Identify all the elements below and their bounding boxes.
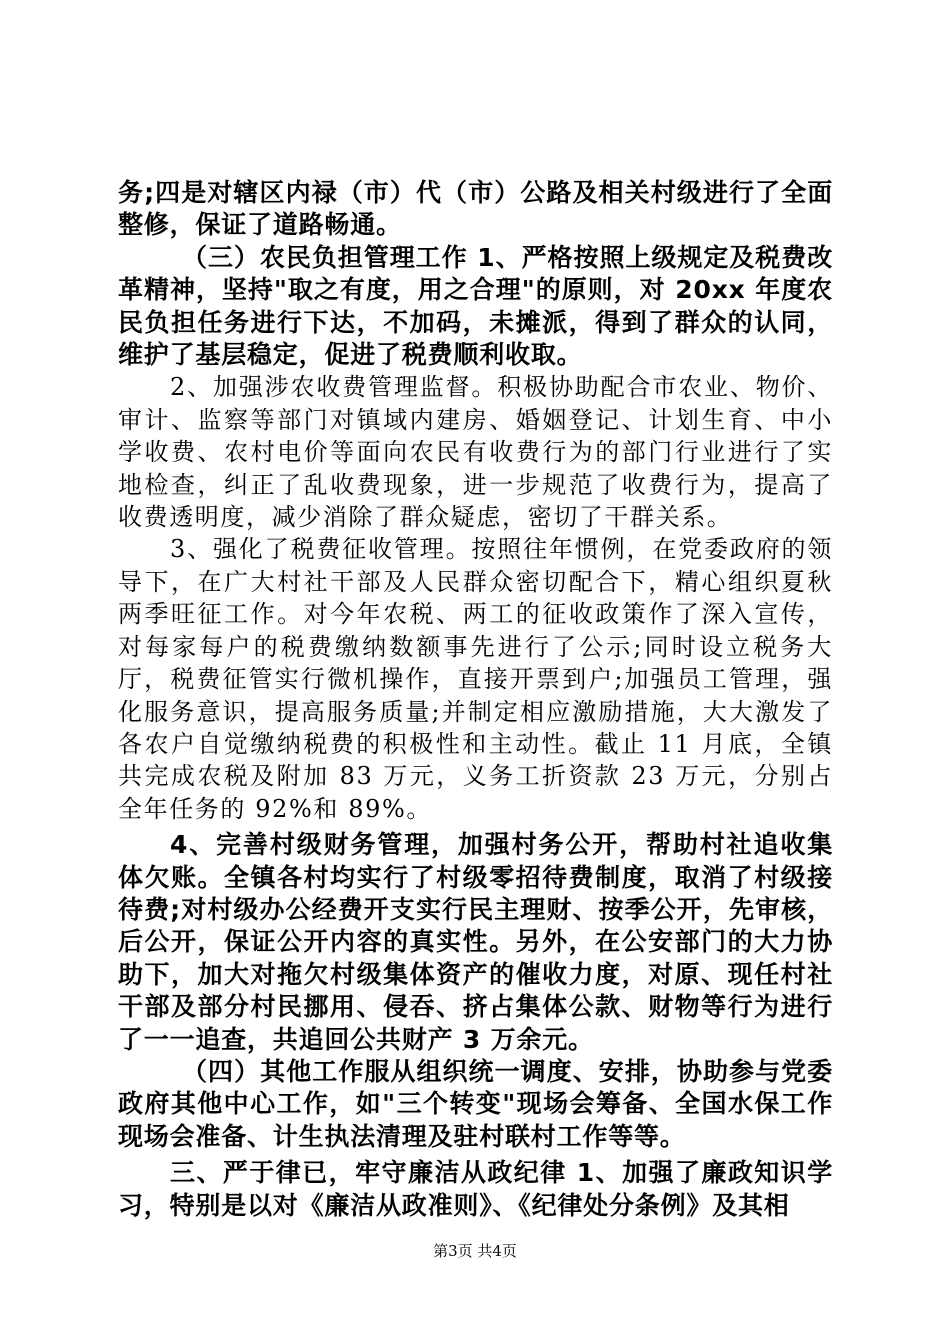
page-number-footer: 第3页 共4页 xyxy=(433,1242,517,1260)
paragraph-village-finance: 4、完善村级财务管理，加强村务公开，帮助村社追收集体欠账。全镇各村均实行了村级零招待费制度，取消了村级接待费;对村级办公经费开支实行民主理财、按季公开，先审核，后公开，保证公开内容的真实性。另外，在公安部门的大力协助下，加大对拖欠村级集体资产的催收力度，对原、现任村社干部及部分村民挪用、侵吞、挤占集体公款、财物等行为进行了一一追查，共追回公共财产 3 万余元。 xyxy=(118,830,833,1054)
paragraph-road-repair: 务;四是对辖区内禄（市）代（市）公路及相关村级进行了全面整修，保证了道路畅通。 xyxy=(118,178,833,240)
document-body xyxy=(118,177,833,1222)
paragraph-other-work: （四）其他工作服从组织统一调度、安排，协助参与党委政府其他中心工作，如"三个转变"现场会筹备、全国水保工作现场会准备、计生执法清理及驻村联村工作等等。 xyxy=(118,1056,833,1151)
paragraph-fee-supervision: 2、加强涉农收费管理监督。积极协助配合市农业、物价、审计、监察等部门对镇域内建房、婚姻登记、计划生育、中小学收费、农村电价等面向农民有收费行为的部门行业进行了实地检查，纠正了乱收费现象，进一步规范了收费行为，提高了收费透明度，减少消除了群众疑虑，密切了干群关系。 xyxy=(118,373,833,532)
paragraph-integrity: 三、严于律已，牢守廉洁从政纪律 1、加强了廉政知识学习，特别是以对《廉洁从政准则》、《纪律处分条例》及其相 xyxy=(118,1158,833,1220)
paragraph-tax-collection: 3、强化了税费征收管理。按照往年惯例，在党委政府的领导下，在广大村社干部及人民群众密切配合下，精心组织夏秋两季旺征工作。对今年农税、两工的征收政策作了深入宣传，对每家每户的税费缴纳数额事先进行了公示;同时设立税务大厅，税费征管实行微机操作，直接开票到户;加强员工管理，强化服务意识，提高服务质量;并制定相应激励措施，大大激发了各农户自觉缴纳税费的积极性和主动性。截止 11 月底，全镇共完成农税及附加 83 万元，义务工折资款 23 万元，分别占全年任务的 92%和 89%。 xyxy=(118,535,833,823)
paragraph-farmer-burden: （三）农民负担管理工作 1、严格按照上级规定及税费改革精神，坚持"取之有度，用之合理"的原则，对 20xx 年度农民负担任务进行下达，不加码，未摊派，得到了群众的认同，维护了基层稳定，促进了税费顺利收取。 xyxy=(118,242,833,370)
